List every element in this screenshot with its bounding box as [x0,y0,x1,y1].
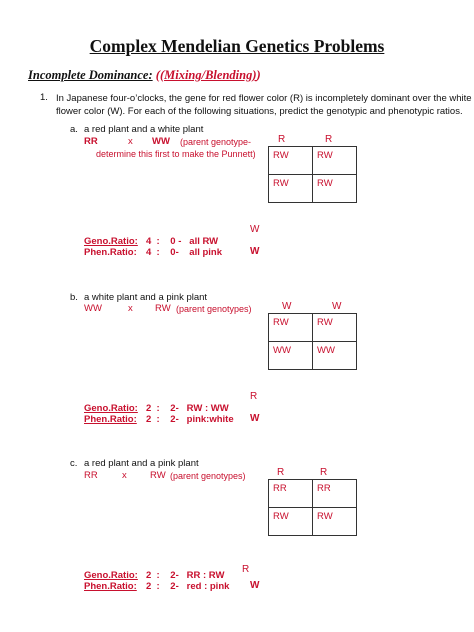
part-b-description: a white plant and a pink plant [84,292,208,303]
part-c-letter: c. [70,458,78,469]
part-c-description: a red plant and a pink plant [84,458,199,469]
part-b-side-allele-1: R [250,391,258,402]
part-c-punnett-square [268,479,357,536]
part-a-top-allele-2: R [325,134,333,145]
section-sub-open: ( [155,68,160,82]
punnett-cell: RW [269,314,313,342]
part-c-geno-label: Geno.Ratio: [84,570,138,581]
part-c-top-allele-2: R [320,467,328,478]
punnett-cell: WW [313,342,357,370]
part-a-punnett-square [268,146,357,203]
part-a-note-line-1: (parent genotype- [180,137,252,147]
question-number: 1. [40,92,48,103]
punnett-cell: RW [269,147,313,175]
punnett-cell: RW [313,508,357,536]
punnett-cell: RW [313,147,357,175]
part-b-parent-2: RW [155,303,171,314]
punnett-cell: RW [313,175,357,203]
part-a-side-allele-1: W [250,224,260,235]
part-a-note-line-2: determine this first to make the Punnett) [96,149,256,159]
part-c-side-allele-2: W [250,580,260,591]
part-c-parent-1: RR [84,470,98,481]
part-b-top-allele-2: W [332,301,342,312]
part-b-punnett-square [268,313,357,370]
part-a-phen-label: Phen.Ratio: [84,247,137,258]
punnett-cell: RW [269,508,313,536]
part-c-note: (parent genotypes) [170,471,246,481]
part-a-side-allele-2: W [250,246,260,257]
part-b-geno-value: 2 : 2- RW : WW [146,403,229,414]
part-c-geno-value: 2 : 2- RR : RW [146,570,225,581]
punnett-cell: RW [313,314,357,342]
part-b-note: (parent genotypes) [176,304,252,314]
part-c-side-allele-1: R [242,564,250,575]
part-a-geno-value: 4 : 0 - all RW [146,236,219,247]
part-b-letter: b. [70,292,78,303]
part-b-geno-label: Geno.Ratio: [84,403,138,414]
part-b-cross: x [128,303,133,314]
part-a-top-allele-1: R [278,134,286,145]
part-a-parent-2: WW [152,136,170,147]
part-c-phen-label: Phen.Ratio: [84,581,137,592]
part-a-description: a red plant and a white plant [84,124,204,135]
punnett-cell: RR [313,480,357,508]
part-a-cross: x [128,136,133,147]
punnett-cell: RR [269,480,313,508]
part-b-top-allele-1: W [282,301,292,312]
part-b-side-allele-2: W [250,413,260,424]
section-sub-close: ) [256,68,261,82]
part-c-parent-2: RW [150,470,166,481]
punnett-cell: WW [269,342,313,370]
part-a-phen-value: 4 : 0- all pink [146,247,223,258]
part-c-top-allele-1: R [277,467,285,478]
part-b-parent-1: WW [84,303,102,314]
part-c-cross: x [122,470,127,481]
question-line-2: flower color (W). For each of the following situations, predict the genotypic and phenotypic ratios. [56,106,463,117]
section-heading [28,68,261,83]
section-label: Incomplete Dominance: [28,68,153,82]
part-b-phen-label: Phen.Ratio: [84,414,137,425]
part-a-geno-label: Geno.Ratio: [84,236,138,247]
punnett-cell: RW [269,175,313,203]
part-c-phen-value: 2 : 2- red : pink [146,581,230,592]
part-b-phen-value: 2 : 2- pink:white [146,414,234,425]
page-title: Complex Mendelian Genetics Problems [89,36,385,56]
part-a-parent-1: RR [84,136,98,147]
question-line-1: In Japanese four-o’clocks, the gene for red flower color (R) is incompletely dominant over the white [56,93,472,104]
part-a-letter: a. [70,124,78,135]
section-sub: (Mixing/Blending) [159,68,257,82]
